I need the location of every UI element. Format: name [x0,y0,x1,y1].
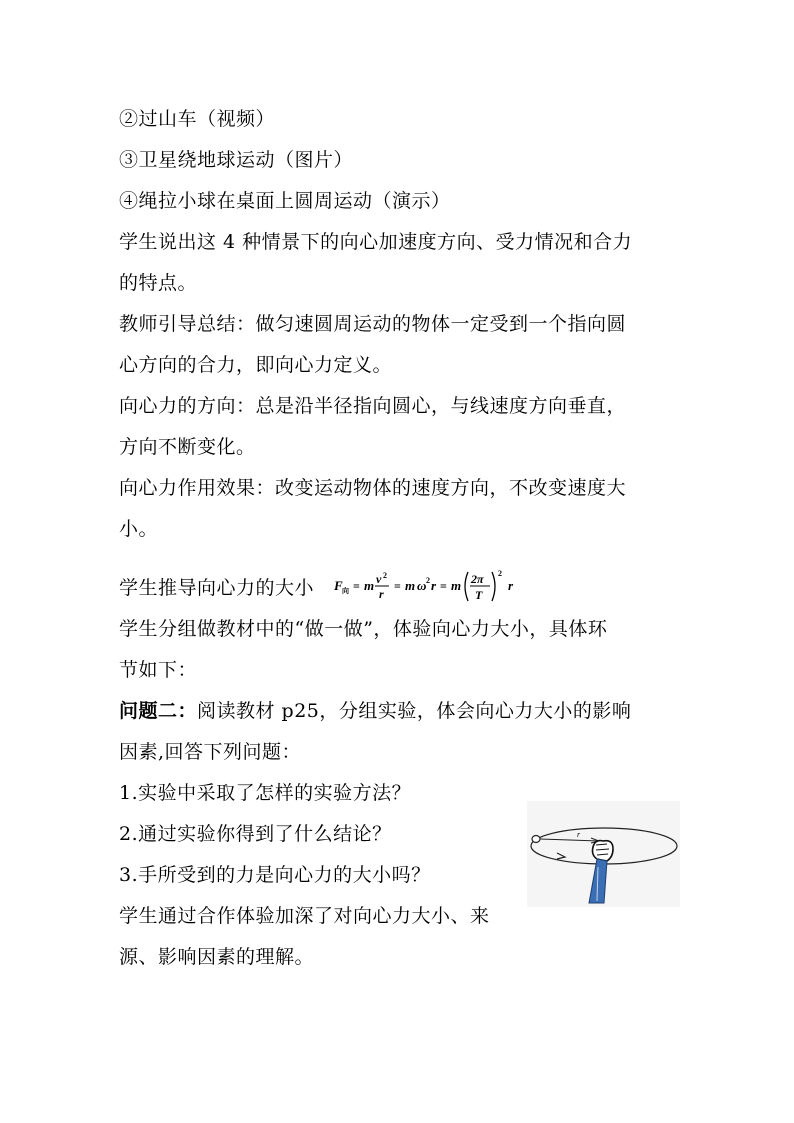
formula-2pi: 2π [471,572,484,586]
text-line-direction-change: 方向不断变化。 [119,436,256,458]
text-line-direction: 向心力的方向：总是沿半径指向圆心，与线速度方向垂直， [119,395,627,417]
text-line-satellite: ③卫星绕地球运动（图片） [119,149,354,171]
rope-ball-illustration [527,801,680,907]
text-line-steps: 节如下： [119,659,198,681]
formula-m1: m [364,578,375,593]
text-line-derive-magnitude: 学生推导向心力的大小 [119,577,315,599]
formula-r3: r [508,578,514,593]
fist-icon [593,841,614,861]
text-line-group-activity: 学生分组做教材中的“做一做”，体验向心力大小，具体环 [119,618,608,640]
text-line-effect-end: 小。 [119,518,159,540]
text-line-effect: 向心力作用效果：改变运动物体的速度方向，不改变速度大 [119,477,627,499]
formula-omega: ω [417,578,427,593]
question-item-2: 2.通过实验你得到了什么结论？ [119,823,392,845]
ball-icon [532,836,540,843]
formula-v-sq: 2 [383,571,387,580]
radius-label: r [577,830,581,839]
formula-F: F [334,578,343,593]
centripetal-force-formula [334,568,546,608]
text-line-students-describe: 学生说出这 4 种情景下的向心加速度方向、受力情况和合力 [119,231,633,253]
formula-subscript: 向 [342,587,349,595]
text-line-roller-coaster: ②过山车（视频） [119,108,276,130]
question-two-text: 阅读教材 p25，分组实验，体会向心力大小的影响 [197,700,632,722]
question-two-heading: 问题二： [119,700,198,722]
text-line-factors: 因素,回答下列问题： [119,741,302,763]
text-line-rope-ball: ④绳拉小球在桌面上圆周运动（演示） [119,190,451,212]
question-item-1: 1.实验中采取了怎样的实验方法？ [119,782,412,804]
text-line-teacher-summary: 教师引导总结：做匀速圆周运动的物体一定受到一个指向圆 [119,313,627,335]
formula-T: T [475,588,483,602]
text-line-definition: 心方向的合力，即向心力定义。 [119,354,393,376]
text-line-question-two [119,699,631,723]
formula-eq1: = [353,579,360,593]
formula-v: v [376,572,382,586]
formula-eq3: = [440,579,447,593]
formula-eq2: = [394,579,401,593]
formula-m2: m [405,578,416,593]
text-line-characteristics: 的特点。 [119,272,198,294]
formula-outer-sq: 2 [498,569,502,578]
text-line-understanding: 源、影响因素的理解。 [119,946,315,968]
text-line-cooperation: 学生通过合作体验加深了对向心力大小、来 [119,905,490,927]
formula-r1: r [379,587,384,601]
formula-omega-sq: 2 [426,576,430,585]
formula-m3: m [451,578,462,593]
formula-r2: r [431,578,437,593]
question-item-3: 3.手所受到的力是向心力的大小吗？ [119,864,431,886]
